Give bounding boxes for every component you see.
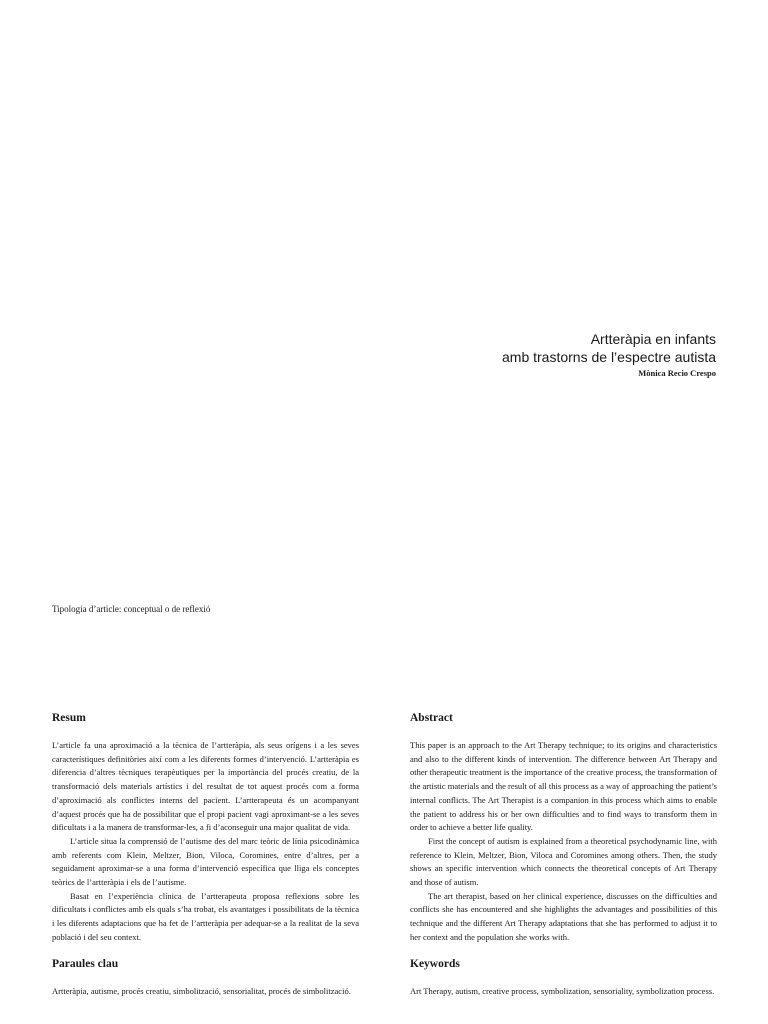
resum-paragraph: L’article situa la comprensió de l’autisme des del marc teòric de línia psicodinàmica amb referents com Klein, Meltzer, Bion, Viloca, Coromines, entre d’altres, per a seguidament aproximar-se a una forma d’intervenció específica que lliga els conceptes teòrics de l’artteràpia i els de l’autisme. — [52, 835, 359, 888]
paraules-clau-body — [52, 985, 359, 999]
abstract-paragraph: The art therapist, based on her clinical experience, discusses on the difficulties and conflicts she has encountered and she highlights the advantages and possibilities of this technique and the different Art Therapy adaptations that she has performed to adjust it to her context and the population she works with. — [410, 890, 717, 942]
resum-heading: Resum — [52, 712, 86, 724]
keywords-heading: Keywords — [410, 957, 460, 970]
abstract-body — [410, 739, 717, 945]
catalan-column — [52, 709, 359, 998]
author-name: Mònica Recio Crespo — [638, 368, 716, 378]
title-block — [502, 330, 716, 378]
abstract-paragraph: First the concept of autism is explained from a theoretical psychodynamic line, with reference to Klein, Meltzer, Bion, Viloca and Coromines among others. Then, the study shows an specific intervention which connects the theoretical concepts of Art Therapy and those of autism. — [410, 835, 717, 888]
paraules-clau-text: Artteràpia, autisme, procés creatiu, simbolització, sensorialitat, procés de simbolització. — [52, 985, 351, 996]
article-title-line-2: amb trastorns de l’espectre autista — [502, 349, 716, 365]
resum-paragraph: L’article fa una aproximació a la tècnica de l’artteràpia, als seus orígens i a les seves característiques definitòries així com a les diferents formes d’intervenció. L’artteràpia es diferencia d’altres tècniques terapèutiques per la importància del procés creatiu, de la transformació dels materials artístics i del resultat de tot aquest procés com a forma d’aproximació als conflictes interns del pacient. L’artterapeuta és un acompanyant d’aquest procés que ha de possibilitar que el propi pacient vagi aproximant-se a les seves dificultats i a la manera de transformar-les, a fi d’aconseguir una major qualitat de vida. — [52, 740, 359, 833]
resum-paragraph: Basat en l’experiència clínica de l’artterapeuta proposa reflexions sobre les dificultats i conflictes amb els quals s’ha trobat, els avantatges i possibilitats de la tècnica i les diferents adaptacions que ha fet de l’artteràpia per adequar-se a la realitat de la seva població i del seu context. — [52, 890, 359, 942]
abstract-heading: Abstract — [410, 712, 453, 724]
keywords-text: Art Therapy, autism, creative process, symbolization, sensoriality, symbolization process. — [410, 985, 715, 996]
article-title-line-1: Artteràpia en infants — [590, 331, 716, 347]
article-type: Tipologia d’article: conceptual o de reflexió — [52, 604, 211, 614]
keywords-body — [410, 985, 717, 999]
english-column — [410, 709, 717, 998]
abstract-paragraph: This paper is an approach to the Art Therapy technique; to its origins and characteristics and also to the different kinds of intervention. The difference between Art Therapy and other therapeutic treatment is the importance of the creative process, the transformation of the artistic materials and the result of all this process as a way of approaching the patient’s internal conflicts. The Art Therapist is a companion in this process which aims to enable the patient to address his or her own difficulties and to find ways to transform them in order to achieve a better life quality. — [410, 740, 717, 833]
resum-body — [52, 739, 359, 945]
paraules-clau-heading: Paraules clau — [52, 957, 119, 970]
